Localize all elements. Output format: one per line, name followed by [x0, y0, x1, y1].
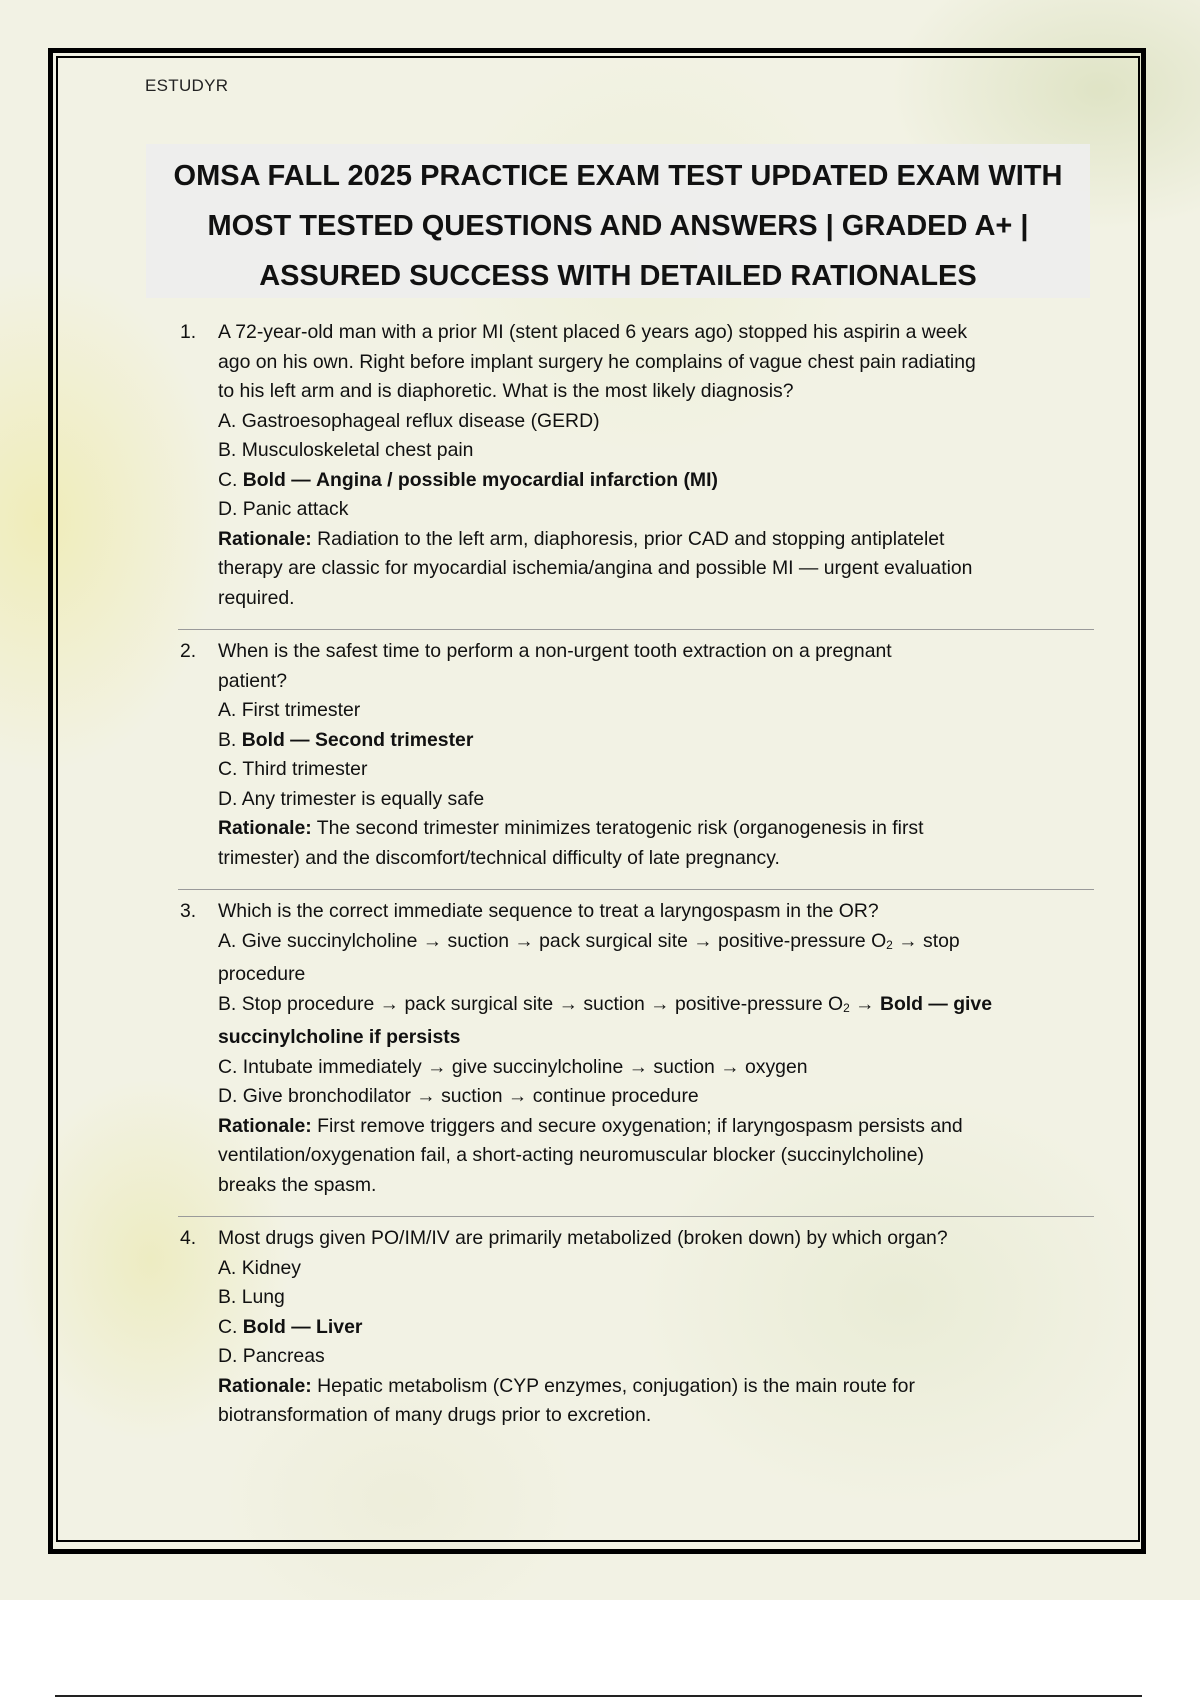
footer-rule [55, 1695, 1142, 1697]
question-stem-line: patient? [218, 669, 288, 692]
arrow: → [849, 992, 880, 1015]
question-4 [180, 1217, 1092, 1431]
option-c-correct [218, 1313, 1092, 1343]
question-1 [180, 318, 1092, 629]
bold-marker: Bold — [241, 728, 310, 751]
rationale-line [218, 814, 1092, 844]
option-d: D. Give bronchodilator → suction → continue procedure [218, 1085, 699, 1107]
page-bottom-margin [0, 1600, 1200, 1700]
option-d: D. Any trimester is equally safe [218, 787, 485, 810]
rationale-line: biotransformation of many drugs prior to excretion. [218, 1404, 652, 1426]
rationale-text: First remove triggers and secure oxygenation; if laryngospasm persists and [317, 1114, 963, 1137]
option-text: A. Give succinylcholine → suction → pack surgical site → positive-pressure O [218, 929, 887, 952]
question-3 [180, 890, 1092, 1216]
question-stem-line: Most drugs given PO/IM/IV are primarily metabolized (broken down) by which organ? [218, 1227, 948, 1249]
rationale-line [218, 525, 1092, 555]
rationale-text: Radiation to the left arm, diaphoresis, prior CAD and stopping antiplatelet [317, 527, 945, 550]
option-c: C. Third trimester [218, 758, 368, 780]
option-b: B. Lung [218, 1286, 285, 1308]
correct-answer: give [953, 992, 992, 1015]
document-title [146, 144, 1090, 298]
rationale-line [218, 1112, 1092, 1142]
question-2 [180, 630, 1092, 889]
option-a-continued: procedure [218, 963, 306, 985]
option-letter: C. [218, 1315, 238, 1338]
question-stem-line: ago on his own. Right before implant surgery he complains of vague chest pain radiating [218, 350, 976, 373]
option-text: → stop [892, 929, 960, 952]
question-stem-line: Which is the correct immediate sequence to treat a laryngospasm in the OR? [218, 900, 879, 922]
option-b-correct [218, 726, 1092, 756]
option-letter: C. [218, 468, 238, 491]
option-letter: B. [218, 728, 237, 751]
question-stem-line: to his left arm and is diaphoretic. What is the most likely diagnosis? [218, 380, 794, 402]
option-a: A. First trimester [218, 699, 361, 721]
rationale-label: Rationale: [218, 1374, 312, 1397]
subscript: 2 [843, 1000, 850, 1015]
correct-answer: Second trimester [314, 728, 474, 751]
option-c-correct [218, 466, 1092, 496]
option-d: D. Pancreas [218, 1345, 325, 1367]
question-number: 2. [180, 640, 197, 662]
rationale-line: breaks the spasm. [218, 1173, 377, 1196]
rationale-line: required. [218, 586, 295, 609]
title-line: OMSA FALL 2025 PRACTICE EXAM TEST UPDATED EXAM WITH [173, 160, 1063, 192]
brand-header: ESTUDYR [145, 76, 229, 95]
rationale-text: The second trimester minimizes teratogenic risk (organogenesis in first [316, 817, 924, 839]
option-a [218, 927, 1092, 961]
subscript: 2 [886, 937, 893, 952]
correct-answer: Liver [316, 1315, 363, 1338]
option-d: D. Panic attack [218, 498, 349, 520]
rationale-line [218, 1372, 1092, 1402]
question-number: 3. [180, 900, 197, 922]
rationale-text: Hepatic metabolism (CYP enzymes, conjugation) is the main route for [317, 1374, 915, 1397]
option-text: B. Stop procedure → pack surgical site → suction → positive-pressure O [218, 992, 844, 1015]
correct-answer-continued: succinylcholine if persists [218, 1026, 461, 1048]
option-b: B. Musculoskeletal chest pain [218, 439, 474, 461]
question-stem-line: A 72-year-old man with a prior MI (stent placed 6 years ago) stopped his aspirin a week [218, 321, 968, 343]
option-a: A. Kidney [218, 1256, 301, 1279]
rationale-line: trimester) and the discomfort/technical difficulty of late pregnancy. [218, 846, 780, 869]
correct-answer: Angina / possible myocardial infarction (MI) [316, 468, 718, 491]
title-line: MOST TESTED QUESTIONS AND ANSWERS | GRADED A+ | [207, 210, 1029, 242]
bold-marker: Bold — [879, 992, 948, 1015]
rationale-label: Rationale: [218, 817, 312, 839]
question-stem-line: When is the safest time to perform a non-urgent tooth extraction on a pregnant [218, 640, 892, 662]
rationale-line: ventilation/oxygenation fail, a short-acting neuromuscular blocker (succinylcholine) [218, 1144, 924, 1166]
title-line: ASSURED SUCCESS WITH DETAILED RATIONALES [259, 260, 977, 292]
bold-marker: Bold — [242, 468, 311, 491]
rationale-label: Rationale: [218, 527, 312, 550]
option-b-correct [218, 990, 1092, 1024]
question-number: 1. [180, 321, 197, 343]
rationale-label: Rationale: [218, 1114, 312, 1137]
question-list [180, 318, 1092, 1431]
option-c: C. Intubate immediately → give succinylcholine → suction → oxygen [218, 1055, 808, 1078]
question-number: 4. [180, 1227, 197, 1249]
option-a: A. Gastroesophageal reflux disease (GERD) [218, 409, 600, 432]
bold-marker: Bold — [242, 1315, 311, 1338]
rationale-line: therapy are classic for myocardial ischemia/angina and possible MI — urgent evaluation [218, 557, 973, 579]
